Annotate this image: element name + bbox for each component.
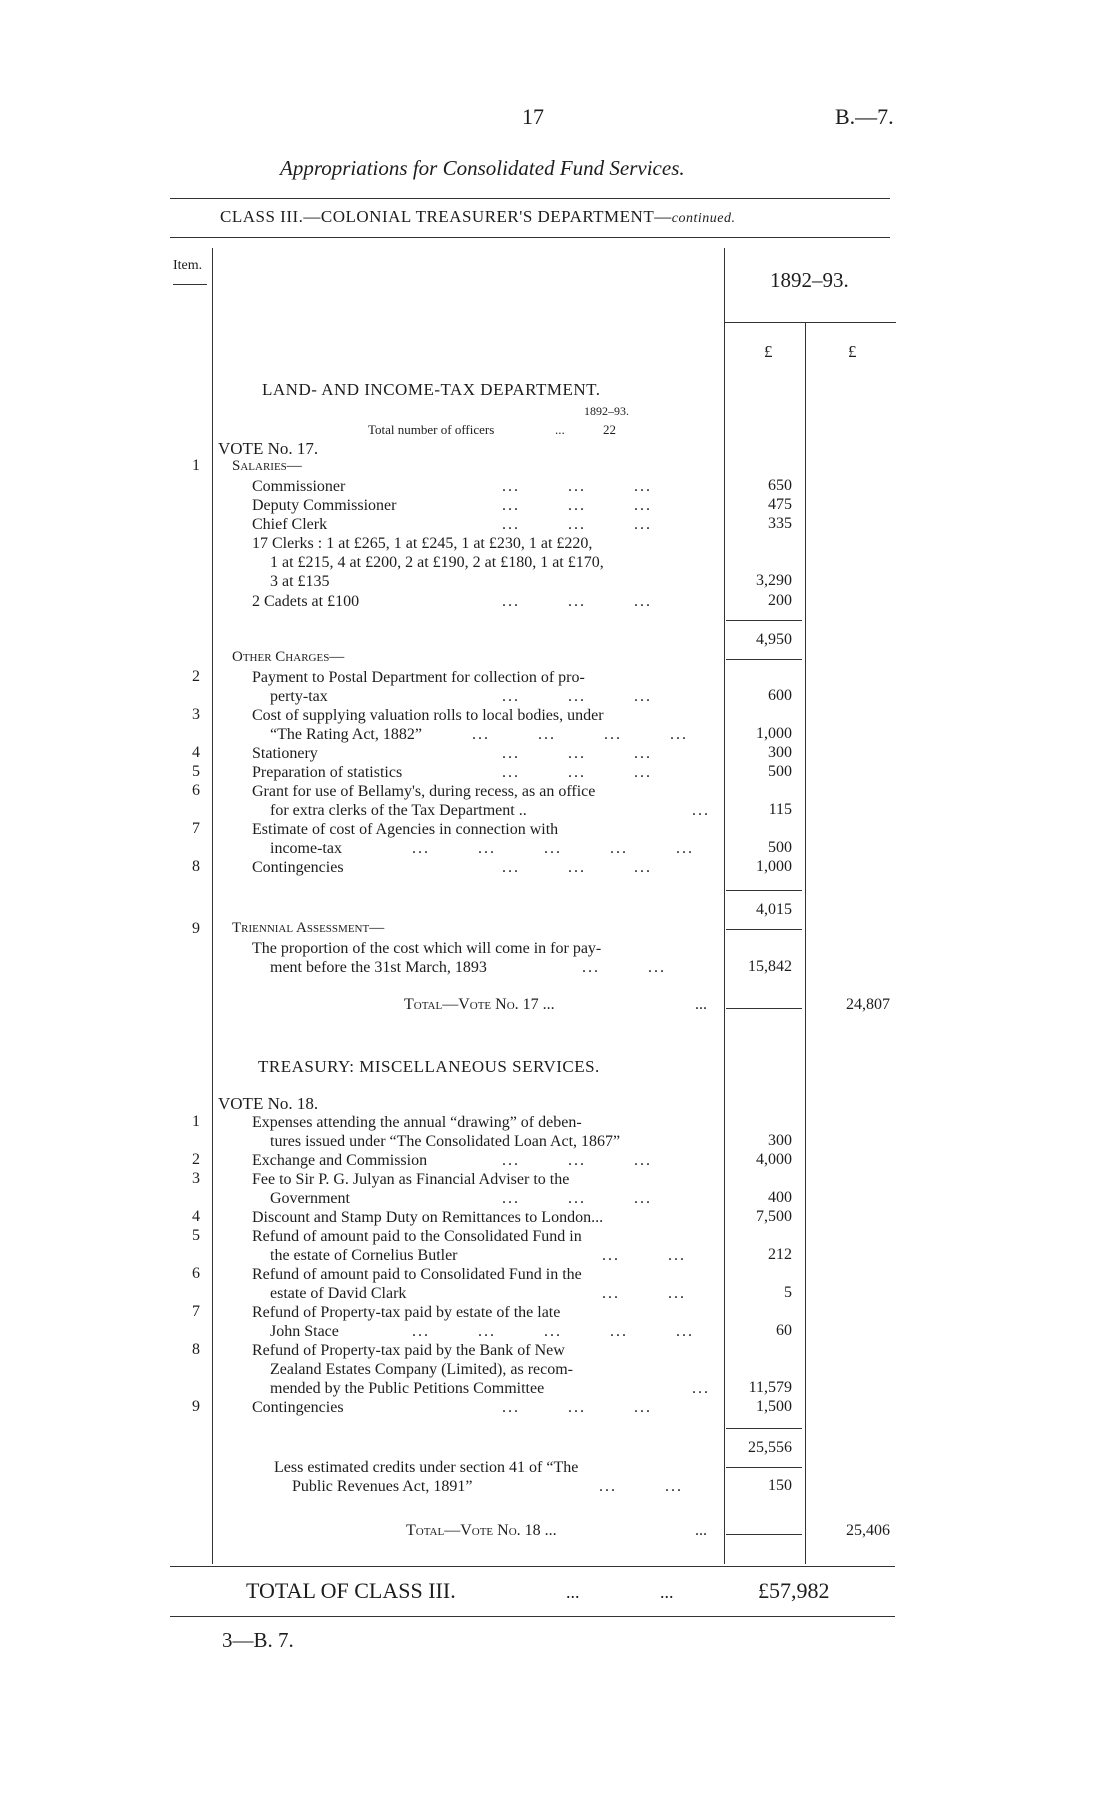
salary-label: Chief Clerk	[252, 516, 328, 533]
treasury-line: Zealand Estates Company (Limited), as recom-	[270, 1361, 574, 1378]
salary-deputy-commissioner	[252, 496, 717, 515]
item-column-header: Item.	[173, 258, 203, 273]
item-number: 3	[192, 1170, 200, 1187]
class-total-dots-1: ...	[566, 1582, 580, 1602]
section-heading-treasury: TREASURY: MISCELLANEOUS SERVICES.	[258, 1057, 600, 1076]
amount-column-divider	[724, 248, 725, 1564]
treasury-amount: 1,500	[756, 1398, 792, 1415]
total-rule	[726, 1008, 802, 1009]
charge-line	[252, 801, 717, 820]
charge-statistics	[252, 763, 717, 782]
treasury-item-bank-nz	[252, 1341, 717, 1398]
leader-dots: ... ... ...	[502, 1152, 652, 1169]
leader-dots: ... ... ...	[502, 478, 652, 495]
treasury-line-text: the estate of Cornelius Butler	[270, 1247, 458, 1264]
vote-18-label: VOTE No. 18.	[218, 1094, 319, 1113]
officers-dots: ...	[555, 422, 565, 437]
class-heading-continued: continued.	[671, 211, 736, 226]
charge-amount: 500	[768, 839, 792, 856]
treasury-item-julyan	[252, 1170, 717, 1208]
leader-dots: ... ...	[599, 1478, 683, 1495]
salary-amount: 650	[768, 477, 792, 494]
other-charges-heading: Other Charges—	[232, 649, 345, 665]
less-credits-amount: 150	[768, 1477, 792, 1494]
leader-dots: ...	[692, 1380, 710, 1397]
class-total-amount: £57,982	[758, 1578, 830, 1603]
leader-dots: ... ... ...	[502, 745, 652, 762]
class-total-dots-2: ...	[660, 1582, 674, 1602]
treasury-line: Expenses attending the annual “drawing” of deben-	[252, 1114, 582, 1131]
charge-line: Grant for use of Bellamy's, during recess, as an office	[252, 783, 596, 800]
charge-contingencies	[252, 858, 717, 877]
charge-line: Cost of supplying valuation rolls to local bodies, under	[252, 707, 604, 724]
triennial-line: The proportion of the cost which will come in for pay-	[252, 940, 602, 957]
vote-18-total: 25,406	[846, 1522, 890, 1539]
less-credits	[274, 1458, 717, 1496]
subtotal-rule	[726, 890, 802, 891]
class-heading	[220, 207, 735, 227]
officers-year: 1892–93.	[584, 404, 629, 418]
salary-amount: 3,290	[756, 572, 792, 589]
item-column-divider	[212, 248, 213, 1564]
class-total-top-rule	[170, 1566, 895, 1567]
triennial-heading: Triennial Assessment—	[232, 920, 385, 936]
treasury-item-clark	[252, 1265, 717, 1303]
officers-count: 22	[603, 422, 616, 437]
salary-line: 3 at £135	[270, 573, 330, 590]
triennial-line	[252, 958, 717, 977]
class-heading-text: CLASS III.—COLONIAL TREASURER'S DEPARTMENT—	[220, 207, 672, 226]
treasury-item-stace	[252, 1303, 717, 1341]
leader-dots: ... ... ...	[502, 516, 652, 533]
total-rule	[726, 1534, 802, 1535]
currency-header-2: £	[848, 342, 857, 361]
salary-label: Deputy Commissioner	[252, 497, 397, 514]
charge-line	[252, 687, 717, 706]
charge-amount: 500	[768, 763, 792, 780]
footer-signature: 3—B. 7.	[222, 1628, 294, 1652]
charge-line-text: for extra clerks of the Tax Department ..	[270, 802, 527, 819]
other-charges-subtotal: 4,015	[756, 901, 792, 918]
treasury-item-contingencies	[252, 1398, 717, 1417]
treasury-line: Fee to Sir P. G. Julyan as Financial Adviser to the	[252, 1171, 570, 1188]
treasury-amount: 400	[768, 1189, 792, 1206]
charge-line-text: perty-tax	[270, 688, 328, 705]
year-header: 1892–93.	[770, 268, 849, 292]
subtotal-rule	[726, 1467, 802, 1468]
treasury-amount: 11,579	[748, 1379, 792, 1396]
charge-amount: 115	[768, 801, 792, 818]
treasury-line: Refund of amount paid to Consolidated Fund in the	[252, 1266, 582, 1283]
treasury-line	[252, 1246, 717, 1265]
treasury-line	[252, 1322, 717, 1341]
salaries-subtotal: 4,950	[756, 631, 792, 648]
treasury-line-text: estate of David Clark	[270, 1285, 407, 1302]
vote-17-total-label: Total—Vote No. 17 ...	[404, 996, 555, 1013]
leader-dots: ... ...	[582, 959, 666, 976]
class-rule	[170, 237, 890, 238]
treasury-line: tures issued under “The Consolidated Loan Act, 1867”	[270, 1133, 621, 1150]
triennial-amount: 15,842	[748, 958, 792, 975]
salary-amount: 475	[768, 496, 792, 513]
treasury-line-text: Government	[270, 1190, 350, 1207]
class-total-bottom-rule	[170, 1616, 895, 1617]
treasury-line: Refund of Property-tax paid by estate of the late	[252, 1304, 561, 1321]
item-number: 5	[192, 763, 200, 780]
charge-amount: 600	[768, 687, 792, 704]
charge-line-text: Preparation of statistics	[252, 764, 403, 781]
item-number: 9	[192, 1398, 200, 1415]
treasury-line-text: John Stace	[270, 1323, 339, 1340]
leader-dots: ... ... ...	[502, 1399, 652, 1416]
leader-dots: ... ... ... ... ...	[412, 1323, 694, 1340]
leader-dots: ... ... ...	[502, 497, 652, 514]
leader-dots: ... ...	[602, 1247, 686, 1264]
treasury-amount: 60	[776, 1322, 792, 1339]
treasury-amount: 300	[768, 1132, 792, 1149]
vote-18-total-label: Total—Vote No. 18 ...	[406, 1522, 557, 1539]
item-number: 7	[192, 820, 200, 837]
title-rule	[170, 198, 890, 199]
charge-line-text: Contingencies	[252, 859, 344, 876]
item-number: 4	[192, 1208, 200, 1225]
item-number: 2	[192, 1151, 200, 1168]
item-number: 1	[192, 1113, 200, 1130]
charge-line	[252, 725, 717, 744]
document-reference: B.—7.	[835, 104, 894, 129]
item-number: 3	[192, 706, 200, 723]
charge-amount: 1,000	[756, 858, 792, 875]
salary-line: 1 at £215, 4 at £200, 2 at £190, 2 at £180, 1 at £170,	[270, 554, 604, 571]
vote-17-label: VOTE No. 17.	[218, 439, 319, 458]
leader-dots: ... ... ...	[502, 593, 652, 610]
salary-chief-clerk	[252, 515, 717, 534]
charge-bellamys	[252, 782, 717, 820]
salary-cadets	[252, 592, 717, 611]
charge-amount: 300	[768, 744, 792, 761]
leader-dots: ...	[692, 802, 710, 819]
salary-label: Commissioner	[252, 478, 346, 495]
treasury-line	[252, 1379, 717, 1398]
salary-clerks	[252, 534, 717, 591]
charge-line	[252, 839, 717, 858]
salary-line: 17 Clerks : 1 at £265, 1 at £245, 1 at £230, 1 at £220,	[252, 535, 593, 552]
treasury-line-text: Contingencies	[252, 1399, 344, 1416]
treasury-amount: 7,500	[756, 1208, 792, 1225]
leader-dots: ... ... ... ...	[472, 726, 688, 743]
treasury-line	[252, 1189, 717, 1208]
salary-commissioner	[252, 477, 717, 496]
charge-amount: 1,000	[756, 725, 792, 742]
treasury-amount: 4,000	[756, 1151, 792, 1168]
salary-amount: 335	[768, 515, 792, 532]
item-number: 6	[192, 1265, 200, 1282]
currency-header-1: £	[764, 342, 773, 361]
item-number: 7	[192, 1303, 200, 1320]
item-number: 6	[192, 782, 200, 799]
leader-dots: ... ... ...	[502, 764, 652, 781]
subtotal-rule	[726, 620, 802, 621]
salary-label: 2 Cadets at £100	[252, 593, 360, 610]
leader-dots: ... ... ...	[502, 688, 652, 705]
treasury-line: Refund of amount paid to the Consolidated Fund in	[252, 1228, 582, 1245]
treasury-line-text: Discount and Stamp Duty on Remittances to London...	[252, 1209, 604, 1226]
vote-17-total-dots: ...	[695, 996, 707, 1013]
item-header-underline	[173, 284, 207, 285]
item-number: 8	[192, 1341, 200, 1358]
less-credits-line: Less estimated credits under section 41 of “The	[274, 1459, 579, 1476]
page-number: 17	[522, 104, 544, 129]
leader-dots: ... ... ...	[502, 1190, 652, 1207]
item-number: 8	[192, 858, 200, 875]
total-column-divider	[805, 322, 806, 1564]
leader-dots: ... ... ... ... ...	[412, 840, 694, 857]
salary-amount: 200	[768, 592, 792, 609]
treasury-item-drawing	[252, 1113, 717, 1151]
officers-label: Total number of officers	[368, 422, 495, 437]
treasury-line-text: mended by the Public Petitions Committee	[270, 1380, 545, 1397]
treasury-line: Refund of Property-tax paid by the Bank of New	[252, 1342, 565, 1359]
leader-dots: ... ...	[602, 1285, 686, 1302]
charge-line: Estimate of cost of Agencies in connection with	[252, 821, 559, 838]
triennial-description	[252, 939, 717, 977]
treasury-item-exchange	[252, 1151, 717, 1170]
charge-line: Payment to Postal Department for collection of pro-	[252, 669, 585, 686]
class-total-label: TOTAL OF CLASS III.	[246, 1578, 456, 1603]
less-credits-line-text: Public Revenues Act, 1891”	[292, 1478, 473, 1495]
treasury-line-text: Exchange and Commission	[252, 1152, 428, 1169]
item-number: 9	[192, 920, 200, 937]
less-credits-line	[274, 1477, 717, 1496]
charge-line-text: “The Rating Act, 1882”	[270, 726, 422, 743]
charge-line-text: income-tax	[270, 840, 342, 857]
section-heading-land-tax: LAND- AND INCOME-TAX DEPARTMENT.	[262, 380, 601, 399]
salaries-heading: Salaries—	[232, 458, 302, 474]
subtotal-rule	[726, 1428, 802, 1429]
charge-stationery	[252, 744, 717, 763]
item-number: 2	[192, 668, 200, 685]
charge-postal	[252, 668, 717, 706]
page-title: Appropriations for Consolidated Fund Services.	[280, 156, 685, 180]
leader-dots: ... ... ...	[502, 859, 652, 876]
year-header-rule	[724, 322, 896, 323]
treasury-item-butler	[252, 1227, 717, 1265]
vote-18-total-dots: ...	[695, 1522, 707, 1539]
subtotal-rule	[726, 659, 802, 660]
charge-agencies	[252, 820, 717, 858]
item-number: 5	[192, 1227, 200, 1244]
charge-valuation-rolls	[252, 706, 717, 744]
treasury-line	[252, 1284, 717, 1303]
treasury-amount: 5	[784, 1284, 792, 1301]
treasury-amount: 212	[768, 1246, 792, 1263]
charge-line-text: Stationery	[252, 745, 318, 762]
triennial-line-text: ment before the 31st March, 1893	[270, 959, 487, 976]
item-number: 1	[192, 457, 200, 474]
subtotal-rule	[726, 929, 802, 930]
treasury-subtotal: 25,556	[748, 1439, 792, 1456]
item-number: 4	[192, 744, 200, 761]
vote-17-total: 24,807	[846, 996, 890, 1013]
treasury-item-discount	[252, 1208, 717, 1227]
